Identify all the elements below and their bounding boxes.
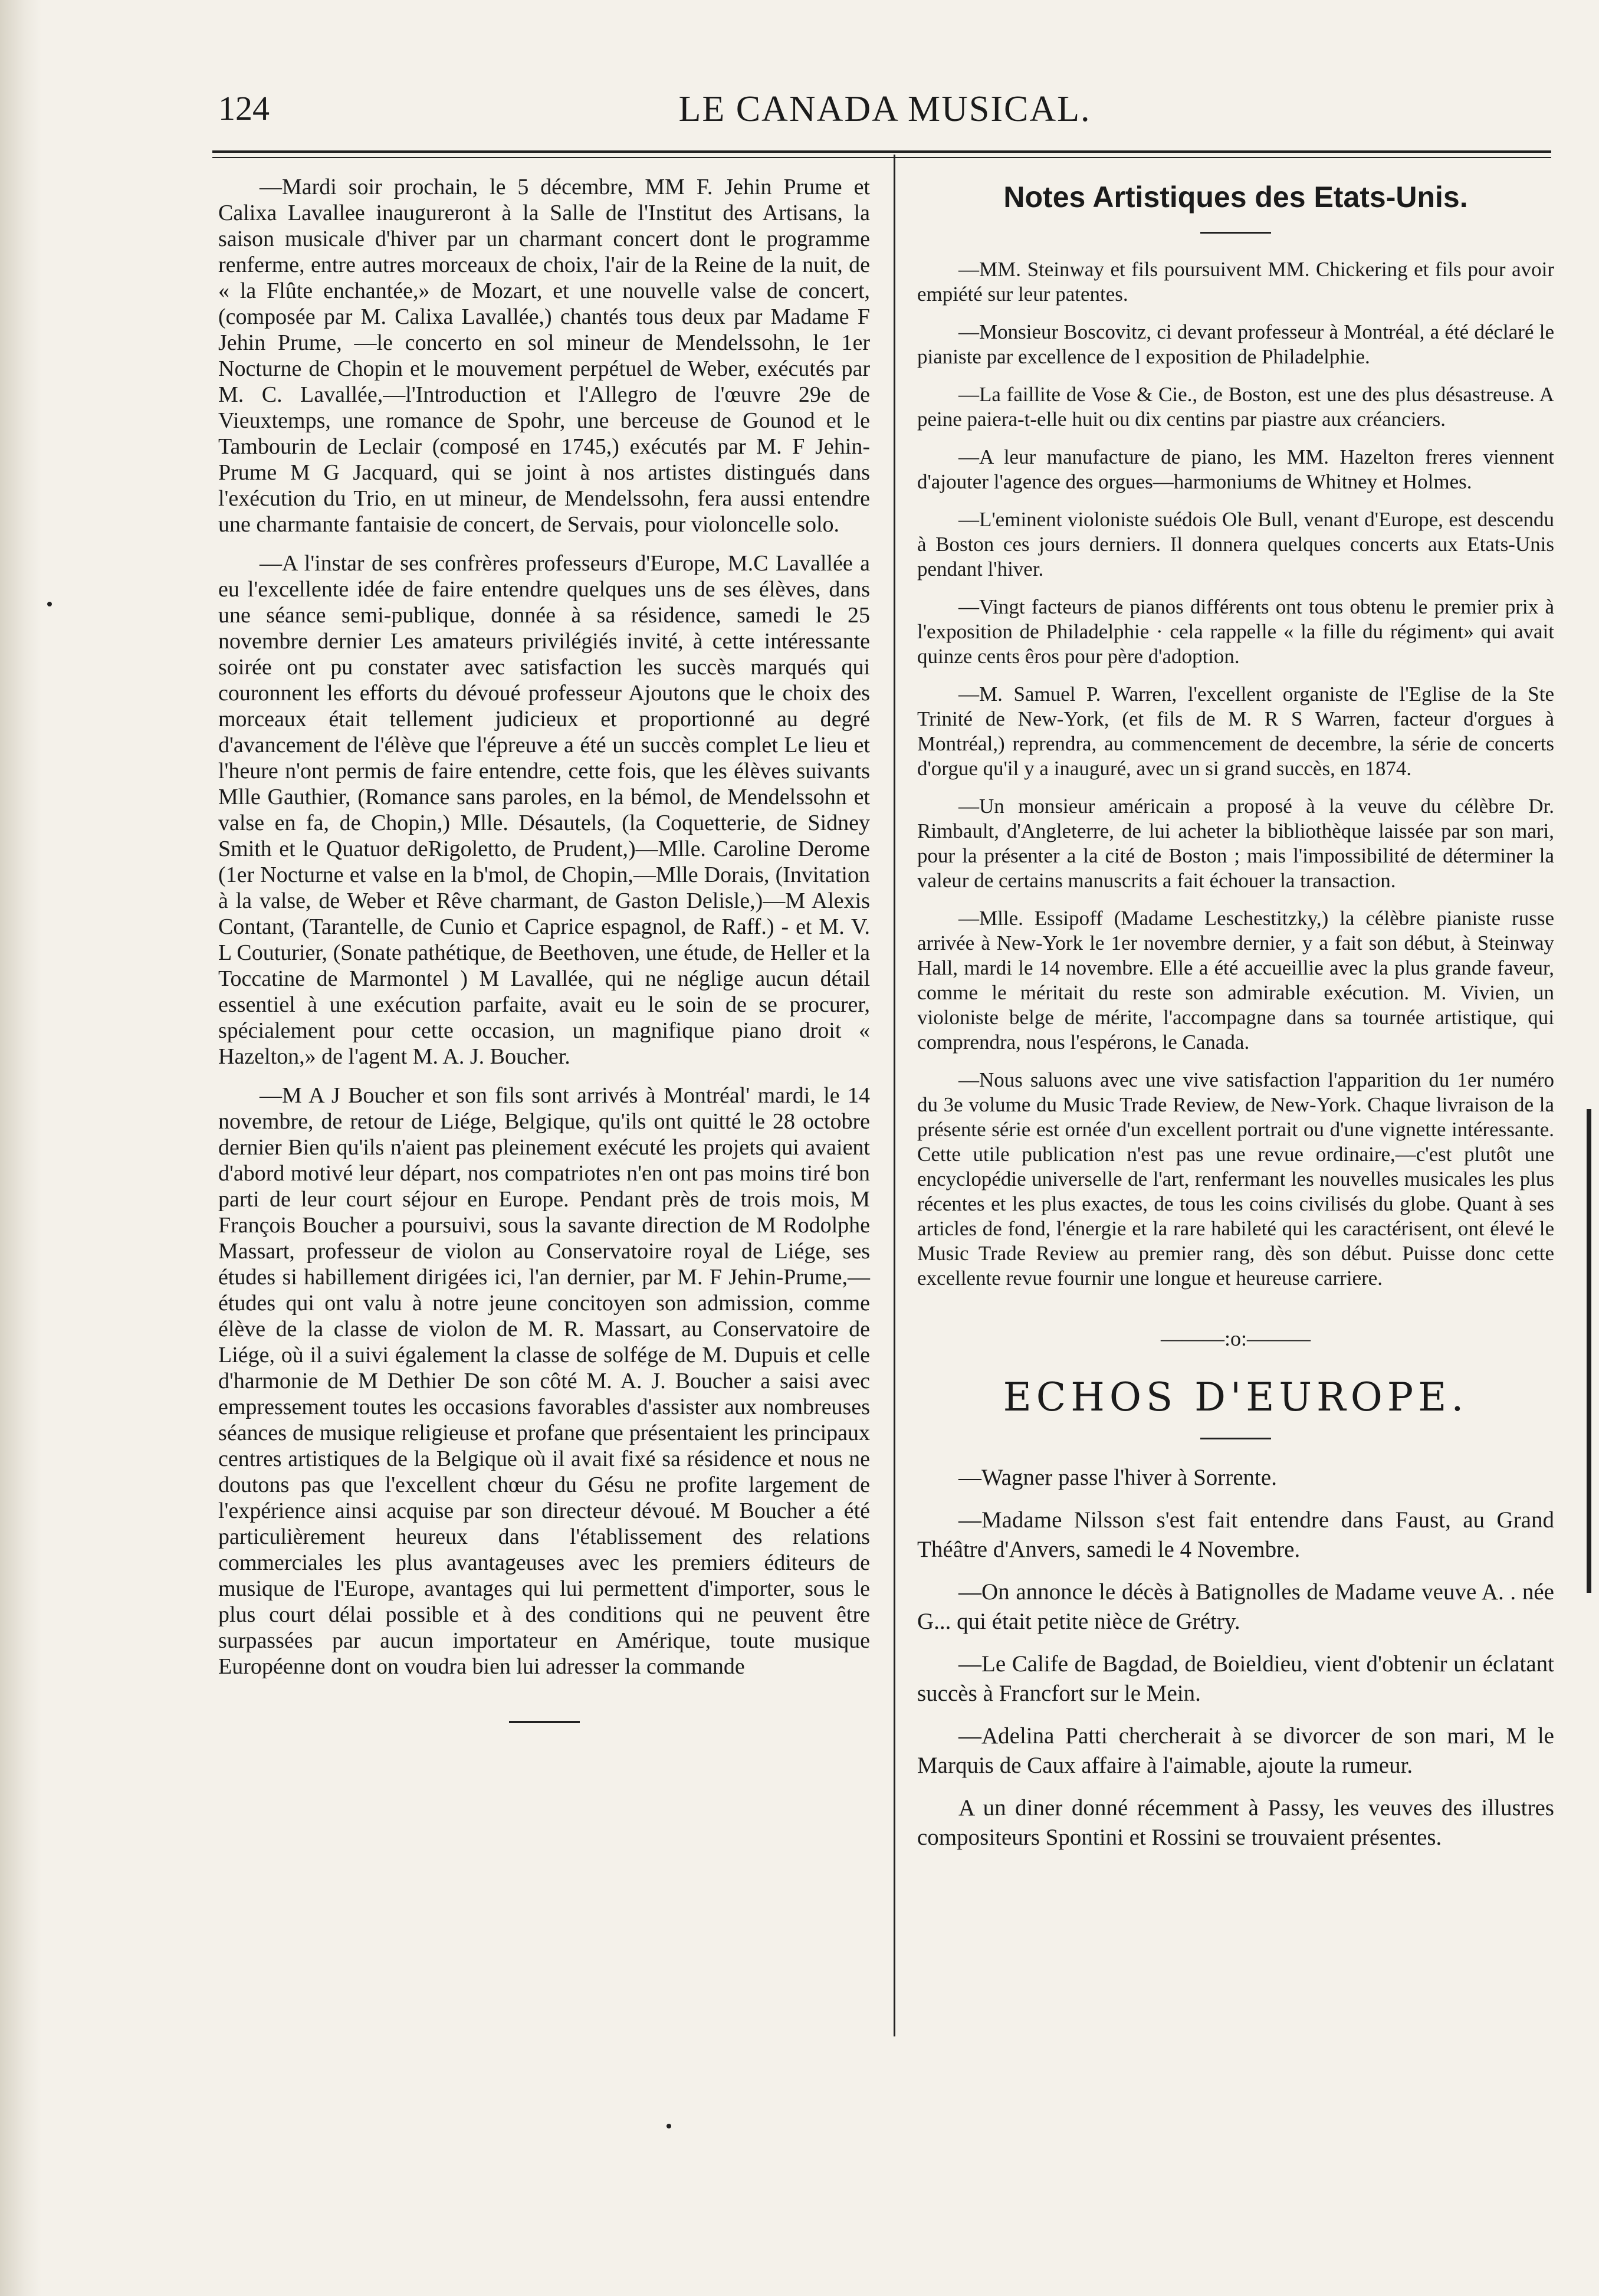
note-item: —Monsieur Boscovitz, ci devant professeur à Montréal, a été déclaré le pianiste par excellence de l exposition de Philadelphie.	[917, 320, 1554, 368]
article-paragraph: —M A J Boucher et son fils sont arrivés à Montréal' mardi, le 14 novembre, de retour de Liége, Belgique, qu'ils ont quitté le 28 octobre dernier Bien qu'ils n'aient pas pleinement exécuté les projets qui avaient d'abord motivé leur départ, nos compatriotes n'en ont pas moins tiré bon parti de leur court séjour en Europe. Pendant près de trois mois, M François Boucher a poursuivi, sous la savante direction de M Rodolphe Massart, professeur de violon au Conservatoire royal de Liége, ses études si habillement dirigées ici, l'an dernier, par M. F Jehin-Prume,—études qui ont valu à notre jeune concitoyen son admission, comme élève de la classe de violon de M. R. Massart, au Conservatoire de Liége, où il a suivi également la classe de solfége de M. Dupuis et celle d'harmonie de M Dethier De son côté M. A. J. Boucher a saisi avec empressement toutes les occasions favorables d'assister aux nombreuses séances de musique religieuse et profane que présentaient les principaux centres artistiques de la Belgique où il avait fixé sa résidence et nous ne doutons pas que l'excellent chœur du Gésu ne profite largement de l'expérience ainsi acquise par son directeur dévoué. M Boucher a été particulièrement heureux dans l'établissement des relations commerciales les plus avantageuses avec les premiers éditeurs de musique de l'Europe, avantages qui lui permettent d'importer, sous le plus court délai possible et à des conditions qui ne peuvent être surpassées par aucun importateur en Amérique, toute musique Européenne dont on voudra bien lui adresser la commande	[218, 1083, 870, 1679]
note-item: —La faillite de Vose & Cie., de Boston, est une des plus désastreuse. A peine paiera-t-elle huit ou dix centins par piastre aux créanciers.	[917, 383, 1554, 431]
notes-title: Notes Artistiques des Etats-Unis.	[1003, 181, 1468, 214]
note-item: —L'eminent violoniste suédois Ole Bull, venant d'Europe, est descendu à Boston ces jours derniers. Il donnera quelques concerts aux Etats-Unis pendant l'hiver.	[917, 508, 1554, 580]
title-rule	[1200, 232, 1271, 234]
note-item: —M. Samuel P. Warren, l'excellent organiste de l'Eglise de la Ste Trinité de New-York, (et fils de M. R S Warren, facteur d'orgues à Montréal,) reprendra, au commencement de decembre, la série de concerts d'orgue qu'il y a inauguré, avec un si grand succès, en 1874.	[917, 683, 1554, 780]
note-item: —Nous saluons avec une vive satisfaction l'apparition du 1er numéro du 3e volume du Music Trade Review, de New-York. Chaque livraison de la présente série est ornée d'un excellent portrait ou d'une vignette intéressante. Cette utile publication n'est pas une revue ordinaire,—c'est plutôt une encyclopédie universelle de l'art, renfermant les nouvelles musicales les plus récentes et les plus exactes, de tous les coins civilisés du globe. Quant à ses articles de fond, l'énergie et la rare habileté qui les caractérisent, ont élevé le Music Trade Review au premier rang, dès son début. Puisse donc cette excellente revue fournir une longue et heureuse carriere.	[917, 1068, 1554, 1290]
echo-item: —Madame Nilsson s'est fait entendre dans Faust, au Grand Théâtre d'Anvers, samedi le 4 Novembre.	[917, 1507, 1554, 1562]
echo-item: —Wagner passe l'hiver à Sorrente.	[958, 1465, 1277, 1490]
article-paragraph: —A l'instar de ses confrères professeurs d'Europe, M.C Lavallée a eu l'excellente idée de faire entendre quelques uns de ses élèves, dans une séance semi-publique, donnée à sa résidence, samedi le 25 novembre dernier Les amateurs privilégiés invité, à cette intéressante soirée ont pu constater avec satisfaction les succès marqués qui couronnent les efforts du dévoué professeur Ajoutons que le choix des morceaux était tellement judicieux et proportionné au degré d'avancement de l'élève que l'épreuve a été un succès complet Le lieu et l'heure n'ont permis de faire entendre, cette fois, que les élèves suivants Mlle Gauthier, (Romance sans paroles, en la bémol, de Mendelssohn et valse en fa, de Chopin,) Mlle. Désautels, (la Coquetterie, de Sidney Smith et le Quatuor deRigoletto, de Prudent,)—Mlle. Caroline Derome (1er Nocturne et valse en la b'mol, de Chopin,—Mlle Dorais, (Invitation à la valse, de Weber et Rêve charmant, de Gaston Delisle,)—M Alexis Contant, (Tarantelle, de Cunio et Caprice espagnol, de Raff.) - et M. V. L Couturier, (Sonate pathétique, de Beethoven, une étude, de Heller et la Toccatine de Marmontel ) M Lavallée, qui ne néglige aucun détail essentiel à une exécution parfaite, avait eu le soin de se procurer, spécialement pour cette occasion, un magnifique piano droit « Hazelton,» de l'agent M. A. J. Boucher.	[218, 551, 870, 1069]
echo-item: —Le Calife de Bagdad, de Boieldieu, vient d'obtenir un éclatant succès à Francfort sur le Mein.	[917, 1651, 1554, 1706]
echo-item: —Adelina Patti chercherait à se divorcer de son mari, M le Marquis de Caux affaire à l'aimable, ajoute la rumeur.	[917, 1723, 1554, 1778]
page-number: 124	[218, 89, 270, 127]
section-separator: ———:o:———	[1160, 1327, 1311, 1350]
ink-speck	[47, 602, 52, 606]
article-paragraph: —Mardi soir prochain, le 5 décembre, MM F. Jehin Prume et Calixa Lavallee inaugureront à la Salle de l'Institut des Artisans, la saison musicale d'hiver par un charmant concert dont le programme renferme, entre autres morceaux de choix, l'air de la Reine de la nuit, de « la Flûte enchantée,» de Mozart, et une nouvelle valse de concert, (composée par M. Calixa Lavallée,) chantés tous deux par Madame F Jehin Prume, —le concerto en sol mineur de Mendelssohn, le 1er Nocturne de Chopin et le mouvement perpétuel de Weber, exécutés par M. C. Lavallée,—l'Introduction et l'Allegro de l'œuvre 29e de Vieuxtemps, une romance de Spohr, une berceuse de Gounod et le Tambourin de Leclair (composé en 1745,) exécutés par M. F Jehin-Prume M G Jacquard, qui se joint à nos artistes distingués dans l'exécution du Trio, en ut mineur, de Mendelssohn, fera aussi entendre une charmante fantaisie de concert, de Servais, pour violoncelle solo.	[218, 175, 870, 537]
margin-bar	[1587, 1109, 1591, 1593]
note-item: —Mlle. Essipoff (Madame Leschestitzky,) la célèbre pianiste russe arrivée à New-York le 1er novembre dernier, y a fait son début, à Steinway Hall, mardi le 14 novembre. Elle a été accueillie avec la plus grande faveur, comme le méritait du reste son admirable exécution. M. Vivien, un violoniste belge de mérite, l'accompagne dans sa tournée artistique, qui comprendra, nous l'espérons, le Canada.	[917, 907, 1554, 1054]
column-divider	[894, 155, 895, 2036]
note-item: —Vingt facteurs de pianos différents ont tous obtenu le premier prix à l'exposition de Philadelphie · cela rappelle « la fille du régiment» qui avait quinze cents êros pour père d'adoption.	[917, 595, 1554, 668]
echos-list	[917, 1463, 1554, 1852]
page-binding-edge	[0, 0, 41, 2296]
note-item: —Un monsieur américain a proposé à la veuve du célèbre Dr. Rimbault, d'Angleterre, de lui acheter la bibliothèque laissée par son mari, pour la présenter a la cité de Boston ; mais l'impossibilité de déterminer la valeur de certains manuscrits a fait échouer la transaction.	[917, 795, 1554, 892]
note-item: —A leur manufacture de piano, les MM. Hazelton freres viennent d'ajouter l'agence des orgues—harmoniums de Whitney et Holmes.	[917, 445, 1554, 493]
echo-item: —On annonce le décès à Batignolles de Madame veuve A. . née G... qui était petite nièce de Grétry.	[917, 1579, 1554, 1634]
ink-speck	[666, 2124, 671, 2128]
echos-title-rule	[1200, 1438, 1271, 1439]
article-end-rule	[509, 1721, 580, 1723]
header-rule	[212, 150, 1551, 153]
journal-title: LE CANADA MUSICAL.	[678, 89, 1091, 129]
page-header	[218, 88, 1551, 142]
echos-title: ECHOS D'EUROPE.	[1003, 1375, 1469, 1420]
left-column	[218, 174, 870, 1723]
right-column	[917, 174, 1554, 1865]
echo-item: A un diner donné récemment à Passy, les veuves des illustres compositeurs Spontini et Rossini se trouvaient présentes.	[917, 1795, 1554, 1850]
header-rule-thin	[212, 157, 1551, 158]
note-item: —MM. Steinway et fils poursuivent MM. Chickering et fils pour avoir empiété sur leur patentes.	[917, 258, 1554, 306]
